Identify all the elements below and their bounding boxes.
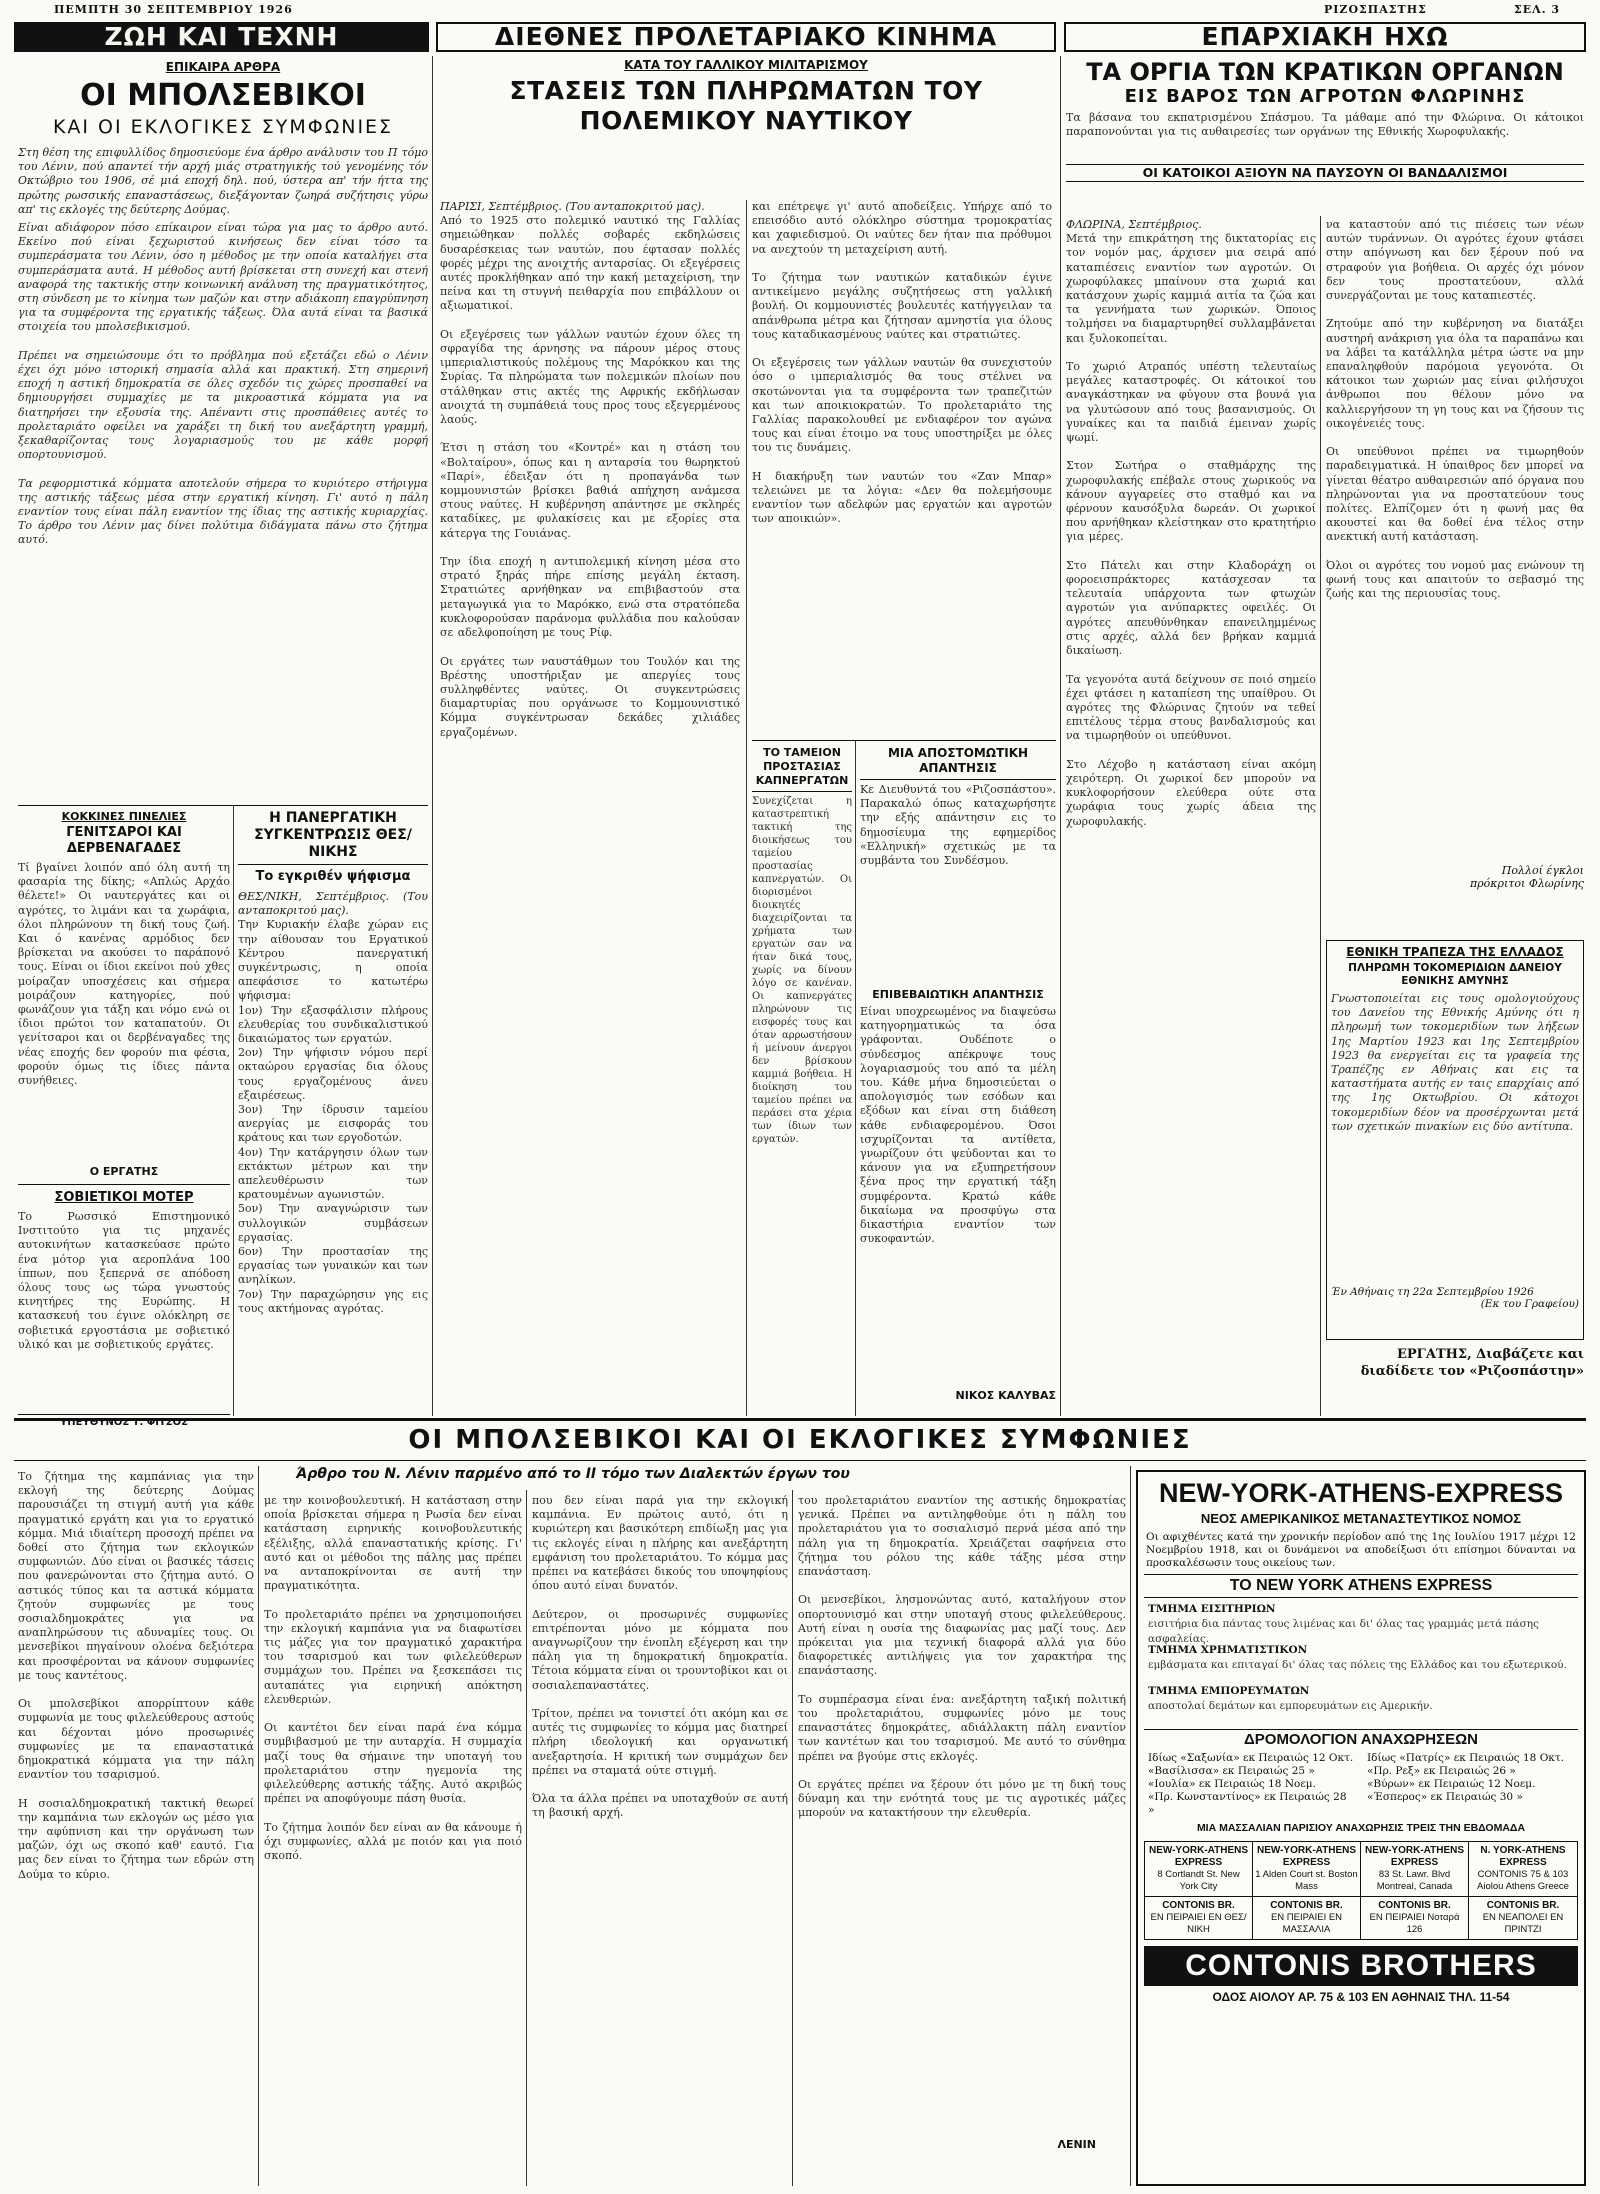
florina-subtitle: ΕΙΣ ΒΑΡΟΣ ΤΩΝ ΑΓΡΟΤΩΝ ΦΛΩΡΙΝΗΣ: [1124, 86, 1526, 107]
ad-agents: [1144, 1841, 1578, 1897]
naval-title: ΣΤΑΣΕΙΣ ΤΩΝ ΠΛΗΡΩΜΑΤΩΝ ΤΟΥ ΠΟΛΕΜΙΚΟΥ ΝΑΥΤΙΚΟΥ: [509, 76, 983, 135]
responsible-editor: ΥΠΕΥΘΥΝΟΣ Τ. ΦΙΤΣΟΣ: [18, 1414, 230, 1428]
article-naval-strikes-head: [440, 58, 1052, 198]
divider: [18, 805, 428, 806]
article-tobacco-workers-fund: [752, 746, 852, 1406]
rally-dateline: ΘΕΣ/ΝΙΚΗ, Σεπτέμβριος. (Του ανταποκριτού μας).: [238, 890, 428, 918]
article-kicker: ΕΠΙΚΑΙΡΑ ΑΡΘΡΑ: [165, 60, 281, 74]
motor-title: ΣΟΒΙΕΤΙΚΟΙ ΜΟΤΕΡ: [54, 1190, 194, 1205]
agent-name: NEW-YORK-ATHENS EXPRESS: [1364, 1845, 1465, 1868]
bank-subtitle: ΠΛΗΡΩΜΗ ΤΟΚΟΜΕΡΙΔΙΩΝ ΔΑΝΕΙΟΥ ΕΘΝΙΚΗΣ ΑΜΥΝΗΣ: [1348, 962, 1562, 987]
fund-body: Συνεχίζεται η καταστρεπτική τακτική της διοικήσεως του ταμείου προστασίας καπνεργατών. Οι διορισμένοι διοικητές διαχειρίζονται τα χρήματα των εργατών σαν να ήταν δικά τους, χωρίς να δίνουν λόγο σε κανέναν. Οι καπνεργάτες πληρώνουν τις εισφορές τους και όταν αρρωστήσουν ή μείνουν άνεργοι δεν βρίσκουν καμμιά βοήθεια. Η διοίκηση του ταμείου πρέπει να περάσει στα χέρια των ίδιων των εργατών.: [752, 796, 852, 1145]
ad-service-item: ΤΜΗΜΑ ΕΙΣΙΤΗΡΙΩΝ: [1148, 1603, 1276, 1615]
ergatis-text: ΕΡΓΑΤΗΣ, Διαβάζετε και διαδίδετε τον «Ριζοσπάστην»: [1360, 1347, 1584, 1379]
divider: [752, 740, 1056, 741]
branch-name: CONTONIS BR.: [1270, 1900, 1343, 1911]
ad-schedule: [1138, 1750, 1584, 1819]
ad-schedule-row: Ιδίως «Πατρίς» εκ Πειραιώς 18 Οκτ.: [1367, 1752, 1565, 1764]
pinelies-kicker: ΚΟΚΚΙΝΕΣ ΠΙΝΕΛΙΕΣ: [61, 810, 187, 823]
ad-schedule-row: «Έσπερος» εκ Πειραιώς 30 »: [1367, 1791, 1523, 1803]
lenin-article-col-4: [798, 1494, 1126, 2186]
ad-schedule-row: Ιδίως «Σαξωνία» εκ Πειραιώς 12 Οκτ.: [1148, 1752, 1354, 1764]
agent-name: NEW-YORK-ATHENS EXPRESS: [1256, 1845, 1357, 1868]
masthead-strip: [14, 2, 1586, 18]
ad-schedule-row: «Πρ. Κωνσταντίνος» εκ Πειραιώς 28 »: [1148, 1791, 1347, 1816]
branch-place: ΕΝ ΠΕΙΡΑΙΕΙ ΕΝ ΘΕΣ/ΝΙΚΗ: [1150, 1912, 1247, 1935]
pinelies-body: Τί βγαίνει λοιπόν από όλη αυτή τη φασαρία της δίκης; «Απλώς Αρχάο θέλετε!» Οι ναυτεργάτες και οι αγρότες, το λιμάνι και τα χωράφια, όλοι πληρώνουν τη δική τους ζωή. Και ό κανένας αρμόδιος δεν βρίσκεται να ακούσει το παράπονό τους. Είναι οι ίδιοι εκείνοι πού χθες μοίραζαν υποσχέσεις και σήμερα μοιράζουν κατηγορίες, πού φωνάζουν για τάξη και νόμο ενώ οι ίδιοι πρώτοι τον καταπατούν. Οι γενίτσαροι και οι δερβέναγαδες της νέας εποχής δεν φορούν πια φέσια, φορούν όμως τις ίδιες πάντα συνήθειες.: [18, 861, 230, 1088]
fund-title: ΤΟ ΤΑΜΕΙΟΝ ΠΡΟΣΤΑΣΙΑΣ ΚΑΠΝΕΡΓΑΤΩΝ: [752, 746, 852, 792]
column-rule: [746, 200, 747, 1416]
reply-body-1: Κε Διευθυντά του «Ριζοσπάστου». Παρακαλώ όπως καταχωρήσητε την εξής απάντησιν εις το δημοσίευμα της εφημερίδος «Ελληνική» σχετικώς με τα συμβάντα του Συνδέσμου.: [860, 783, 1056, 868]
column-rule: [792, 1490, 793, 2186]
article-red-brushstrokes: [18, 810, 230, 1428]
pinelies-title: ΓΕΝΙΤΣΑΡΟΙ ΚΑΙ ΔΕΡΒΕΝΑΓΑΔΕΣ: [66, 825, 182, 856]
florina-dateline: ΦΛΩΡΙΝΑ, Σεπτέμβριος.: [1066, 218, 1202, 231]
lenin-text-1: Το ζήτημα της καμπάνιας για την εκλογή της δεύτερης Δούμας παρουσιάζει τη στιγμή αυτή για κάθε πραγματικό εργάτη και για το εργατικό κόμμα. Μιά ιδιαίτερη προσοχή πρέπει να δοθεί στο ζήτημα των εκλογικών συμφωνιών. Δύο είναι οι βασικές τάσεις που φανερώνονται στο ζήτημα αυτό. Ο αστικός τύπος και τα αστικά κόμματα ζητούν συμφωνίες με τους σοσιαλδημοκράτες για να αναπληρώσουν τις αδυναμίες τους. Οι μενσεβίκοι πηγαίνουν ολοένα δεξιότερα και προσφέρονται να κάνουν συμφωνίες με τους καντέτους. Οι μπολσεβίκοι απορρίπτουν κάθε συμφωνία με τους φιλελεύθερους αστούς και δέχονται μόνο προσωρινές συμφωνίες με τα επαναστατικά δημοκρατικά κόμματα για την πάλη εναντίον του τσαρισμού. Η σοσιαλδημοκρατική τακτική θεωρεί την καμπάνια των εκλογών ως μέσο για την αφύπνιση και την οργάνωση των μαζών, όχι ως σκοπό καθ' εαυτό. Για μας δεν είναι το ζήτημα των εδρών στη Δούμα το κύριο.: [18, 1470, 254, 1881]
ad-schedule-row: «Βασίλισσα» εκ Πειραιώς 25 »: [1148, 1765, 1315, 1777]
column-rule: [1130, 1466, 1131, 2186]
article-naval-strikes-body-right: [752, 200, 1052, 740]
section-head-provincial: ΕΠΑΡΧΙΑΚΗ ΗΧΩ: [1064, 22, 1586, 52]
naval-kicker: ΚΑΤΑ ΤΟΥ ΓΑΛΛΙΚΟΥ ΜΙΛΙΤΑΡΙΣΜΟΥ: [624, 58, 868, 72]
ad-service-desc: αποστολαί δεμάτων και εμπορευμάτων εις Αμερικήν.: [1148, 1700, 1433, 1712]
branch-name: CONTONIS BR.: [1378, 1900, 1451, 1911]
branch-place: ΕΝ ΠΕΙΡΑΙΕΙ ΕΝ ΜΑΣΣΑΛΙΑ: [1270, 1912, 1343, 1935]
article-subtitle: ΚΑΙ ΟΙ ΕΚΛΟΓΙΚΕΣ ΣΥΜΦΩΝΙΕΣ: [52, 116, 394, 138]
ad-service-item: ΤΜΗΜΑ ΧΡΗΜΑΤΙΣΤΙΚΟΝ: [1148, 1644, 1308, 1656]
reply-title: ΜΙΑ ΑΠΟΣΤΟΜΩΤΙΚΗ ΑΠΑΝΤΗΣΙΣ: [860, 746, 1056, 780]
agent-name: NEW-YORK-ATHENS EXPRESS: [1148, 1845, 1249, 1868]
branch-name: CONTONIS BR.: [1486, 1900, 1560, 1911]
rally-subtitle: Το εγκριθέν ψήφισμα: [255, 869, 411, 884]
lenin-article-col-2: [264, 1494, 522, 2186]
divider: [14, 1460, 1586, 1461]
ad-to-line: TO NEW YORK ATHENS EXPRESS: [1144, 1574, 1578, 1598]
rally-title: Η ΠΑΝΕΡΓΑΤΙΚΗ ΣΥΓΚΕΝΤΡΩΣΙΣ ΘΕΣ/ΝΙΚΗΣ: [238, 810, 428, 865]
divider: [18, 1184, 230, 1185]
column-rule: [258, 1466, 259, 2186]
ergatis-notice: [1326, 1346, 1584, 1406]
ad-services: [1138, 1598, 1584, 1729]
ad-footer-address: ΟΔΟΣ ΑΙΟΛΟΥ ΑΡ. 75 & 103 ΕΝ ΑΘΗΝΑΙΣ ΤΗΛ. 11-54: [1212, 1990, 1510, 2004]
naval-body-left: Από το 1925 στο πολεμικό ναυτικό της Γαλλίας σημειώθηκαν πολλές σοβαρές εκδηλώσεις δυσαρέσκειας των ναυτών, που έφτασαν πολλές φορές μέχρι της ανοιχτής ανταρσίας. Οι εξεγέρσεις αυτές προκλήθηκαν από την κακή μεταχείριση, την πείνα και τη στυγνή πειθαρχία που επιβάλλουν οι αξιωματικοί. Οι εξεγέρσεις των γάλλων ναυτών έχουν όλες τη σφραγίδα της άρνησης να πάρουν μέρος στους ιμπεριαλιστικούς πολέμους της Μαρόκκου και της Συρίας. Τα πληρώματα των πολεμικών πλοίων που στάλθηκαν στις ακτές της Αφρικής εκδήλωσαν ανοιχτά τη συμπάθειά τους προς τους εξεγερμένους λαούς. Έτσι η στάση του «Κοντρέ» και η στάση του «Βολταίρου», όπως και η ανταρσία του θωρηκτού «Παρί», έδειξαν ότι η προπαγάνδα των κομμουνιστών βρίσκει βαθιά απήχηση ανάμεσα στους ναύτες. Η κυβέρνηση απάντησε με σκληρές καταδίκες, με φυλακίσεις και με εξορίες στα κάτεργα της Γουιάνας. Την ίδια εποχή η αντιπολεμική κίνηση μέσα στο στρατό ξηράς πήρε επίσης μεγάλη έκταση. Στρατιώτες αρνήθηκαν να επιβιβαστούν στα μεταγωγικά για το Μαρόκκο, ενώ στα στρατόπεδα κυκλοφορούσαν παράνομα φυλλάδια που καλούσαν σε αδελφοποίηση με τους Ρίφ. Οι εργάτες των ναυστάθμων του Τουλόν και της Βρέστης υποστήριξαν με απεργίες τους συλληφθέντες ναύτες. Οι συγκεντρώσεις διαμαρτυρίας που οργάνωσε το Κομμουνιστικό Κόμμα συγκέντρωσαν δεκάδες χιλιάδες εργαζομένων.: [440, 214, 740, 739]
bank-body: Γνωστοποιείται εις τους ομολογιούχους του Δανείου της Εθνικής Αμύνης ότι η πληρωμή των τοκομεριδίων των λήξεων 1ης Μαρτίου 1923 και 1ης Σεπτεμβρίου 1923 θα ενεργείται εις τα γραφεία της Τραπέζης εν Αθήναις και εις τα καταστήματα αυτής εν ταις επαρχίαις από της 1ης Οκτωβρίου. Οι κάτοχοι τοκομεριδίων δέον να προσέρχωνται μετά των σχετικών πινακίων εις δύο αντίτυπα.: [1331, 992, 1579, 1133]
ad-schedule-note: ΜΙΑ ΜΑΣΣΑΛΙΑΝ ΠΑΡΙΣΙΟΥ ΑΝΑΧΩΡΗΣΙΣ ΤΡΕΙΣ ΤΗΝ ΕΒΔΟΜΑΔΑ: [1196, 1822, 1526, 1834]
lenin-text-3: που δεν είναι παρά για την εκλογική καμπάνια. Εν πρώτοις αυτό, ότι η κυριώτερη και βασικότερη επιδίωξη μας για τις εκλογές είναι η πλήρης και ανεξάρτητη εμφάνιση του προλεταριάτου. Το κόμμα μας πρέπει να κατεβάσει δικούς του υποψηφίους όπου αυτό είναι δυνατόν. Δεύτερον, οι προσωρινές συμφωνίες επιτρέπονται μόνο με κόμματα που αναγνωρίζουν την ένοπλη εξέγερση και την πάλη για τη δημοκρατική δημοκρατία. Τέτοια κόμματα είναι οι τρουντοβίκοι και οι σοσιαλεπαναστάτες. Τρίτον, πρέπει να τονιστεί ότι ακόμη και σε αυτές τις συμφωνίες το κόμμα μας διατηρεί πλήρη ιδεολογική και οργανωτική ανεξαρτησία. Η κριτική των συμμάχων δεν πρέπει να σταματά ούτε στιγμή. Όλα τα άλλα πρέπει να υποταχθούν σε αυτή τη βασική αρχή.: [532, 1494, 788, 1820]
ad-service-desc: εμβάσματα και επιταγαί δι' όλας τας πόλεις της Ελλάδος και του εξωτερικού.: [1148, 1659, 1567, 1671]
lenin-signature: ΛΕΝΙΝ: [1057, 2138, 1096, 2151]
branch-place: ΕΝ ΠΕΙΡΑΙΕΙ Νοταρά 126: [1369, 1912, 1460, 1935]
column-rule: [855, 740, 856, 1416]
bottom-banner-title: ΟΙ ΜΠΟΛΣΕΒΙΚΟΙ ΚΑΙ ΟΙ ΕΚΛΟΓΙΚΕΣ ΣΥΜΦΩΝΙΕΣ: [408, 1425, 1192, 1455]
article-body: Είναι αδιάφορον πόσο επίκαιρον είναι τώρα για μας το άρθρο αυτό. Εκείνο πού είναι ξεχωριστού κινήσεως δεν είναι τόσο τα συμπεράσματα του Λένιν, όσο η μέθοδος με την οποία καταλήγει στα συμπεράσματα αυτά. Η μέθοδος αυτή βρίσκεται στη συνεχή και στενή αναφορά της τακτικής στην κοινωνική ανάλυση της πραγματικότητος, στη σύνδεση με το κίνημα των μαζών και στην αδιάκοπη επαγρύπνηση για τα συμφέροντα της εργατικής τάξεως. Όλα αυτά είναι τα βασικά στοιχεία του μπολσεβικισμού. Πρέπει να σημειώσουμε ότι το πρόβλημα πού εξετάζει εδώ ο Λένιν έχει όχι μόνο ιστορική σημασία αλλά και πρακτική. Στη σημερινή εποχή η αστική δημοκρατία σε όλες σχεδόν τις χώρες προσπαθεί να δημιουργήσει συμμαχίες με τα μικροαστικά κόμματα για να διατηρήσει την εξουσία της. Απέναντι στις προσπάθειες αυτές το προλεταριάτο οφείλει να χαράξει τη δική του ανεξάρτητη γραμμή, ξεκαθαρίζοντας τους λογαριασμούς του με κάθε μορφή οπορτουνισμού. Τα ρεφορμιστικά κόμματα αποτελούν σήμερα το κυριότερο στήριγμα της αστικής τάξεως μέσα στην εργατική κίνηση. Γι' αυτό η πάλη εναντίον τους είναι πάλη εναντίον της ίδιας της αστικής κυριαρχίας. Το άρθρο του Λένιν μας δίνει πολύτιμα διδάγματα πάνω στο ζήτημα αυτό.: [18, 221, 428, 547]
florina-lead: Τα βάσανα του εκπατρισμένου Σπάσμου. Τα μάθαμε από την Φλώρινα. Οι κάτοικοι παραπονούνται για τις αυθαιρεσίες των οργάνων της Εθνικής Χωροφυλακής.: [1066, 111, 1584, 139]
article-naval-strikes-body-left: [440, 200, 740, 1410]
lenin-article-col-1: [18, 1470, 254, 2186]
column-rule: [1060, 56, 1061, 1416]
section-head-international: ΔΙΕΘΝΕΣ ΠΡΟΛΕΤΑΡΙΑΚΟ ΚΙΝΗΜΑ: [436, 22, 1056, 52]
article-intro: Στη θέση της επιφυλλίδος δημοσιεύομε ένα άρθρο ανάλυσιν του Π τόμο του Λένιν, πού απαντεί τήν αρχή μιάς στρατηγικής τού γενομένης τόν Οκτώβριο του 1906, σέ μιά εποχή δηλ. πού, ύστερα απ' τήν ήττα της πρώτης ρωσσικής επαναστάσεως, διεξάγονταν ζωηρά συζήτησις γύρω απ' τις εκλογές της δεύτερης Δούμας.: [18, 146, 428, 216]
florina-body-left: Μετά την επικράτηση της δικτατορίας εις τον νομόν μας, άρχισεν μια σειρά από καταπιέσεις εναντίον των αγροτών. Οι χωροφύλακες μπαίνουν στα χωριά και κατάσχουν χωρίς καμμιά αιτία τα ζώα και τα γεννήματα των χωρικών. Όποιος τολμήσει να διαμαρτυρηθεί συλλαμβάνεται και ξυλοκοπείται. Το χωριό Ατραπός υπέστη τελευταίως μεγάλες καταστροφές. Οι κάτοικοί του αναγκάστηκαν να φύγουν στα βουνά για να γλυτώσουν από τους βασανισμούς. Οι γυναίκες και τα παιδιά έμειναν χωρίς ψωμί. Στον Σωτήρα ο σταθμάρχης της χωροφυλακής επέβαλε στους χωρικούς να κάνουν αγγαρείες στο σταθμό και να φέρνουν καυσόξυλα δωρεάν. Οι χωρικοί που αρνήθηκαν κλείστηκαν στο κρατητήριο για μέρες. Στο Πάτελι και στην Κλαδοράχη οι φοροεισπράκτορες κατάσχεσαν τα τελευταία υπάρχοντα των φτωχών αγροτών για ανύπαρκτες οφειλές. Οι αγρότες απευθύνθηκαν επανειλημμένως στις αρχές, αλλά δεν βρήκαν καμμιά δικαίωση. Τα γεγονότα αυτά δείχνουν σε ποιό σημείο έχει φτάσει η καταπίεση της υπαίθρου. Οι αγρότες της Φλώρινας ζητούν να τεθεί επιτέλους τέρμα στους βανδαλισμούς και να τιμωρηθούν οι υπεύθυνοι. Στο Λέχοβο η κατάσταση είναι ακόμη χειρότερη. Οι χωρικοί δεν μπορούν να κυκλοφορήσουν ελεύθερα ούτε στα χωράφια τους χωρίς άδεια της χωροφυλακής.: [1066, 232, 1316, 828]
article-bolsheviks-intro: [18, 60, 428, 805]
naval-body-right: και επέτρεψε γι' αυτό αποδείξεις. Υπήρχε από το επεισόδιο αυτό ολόκληρο σύστημα τρομοκρατίας και χαφιεδισμού. Οι ναύτες δεν ήταν πια πρόθυμοι να ανεχτούν τη μεταχείριση αυτή. Το ζήτημα των ναυτικών καταδικών έγινε αντικείμενο μεγάλης συζητήσεως στη γαλλική βουλή. Οι κομμουνιστές βουλευτές κατήγγειλαν τα απάνθρωπα μέτρα και ζήτησαν αμνηστία για όλους τους καταδικασμένους ναύτες και στρατιώτες. Οι εξεγέρσεις των γάλλων ναυτών θα συνεχιστούν όσο ο ιμπεριαλισμός θα τους στέλνει να σκοτώνονται για τα συμφέροντα των τραπεζιτών και των αποικιοκρατών. Το προλεταριάτο της Γαλλίας παρακολουθεί με ενδιαφέρον τον αγώνα τους και είναι έτοιμο να τους υποστηρίξει με όλες του τις δυνάμεις. Η διακήρυξη των ναυτών του «Ζαν Μπαρ» τελειώνει με τα λόγια: «Δεν θα πολεμήσουμε εναντίον των αδελφών μας εργατών και αγροτών των αποικιών».: [752, 200, 1052, 526]
ad-new-york-athens-express: [1136, 1470, 1586, 2186]
ad-law: ΝΕΟΣ ΑΜΕΡΙΚΑΝΙΚΟΣ ΜΕΤΑΝΑΣΤΕΥΤΙΚΟΣ ΝΟΜΟΣ: [1200, 1511, 1522, 1526]
column-rule: [432, 56, 433, 1416]
ad-schedule-row: «Πρ. Ρεξ» εκ Πειραιώς 26 »: [1367, 1765, 1516, 1777]
article-thessaloniki-rally: [238, 810, 428, 1410]
ad-schedule-row: «Ιουλία» εκ Πειραιώς 18 Νοεμ.: [1148, 1778, 1316, 1790]
florina-body-right: να καταστούν από τις πιέσεις των νέων αυτών τυράννων. Οι αγρότες έχουν φτάσει στην απόγνωση και δεν ξέρουν πού να στραφούν για βοήθεια. Οι αρχές όχι μόνον δεν τους προστατεύουν, αλλά συνεργάζονται με τους καταπιεστές. Ζητούμε από την κυβέρνηση να διατάξει αυστηρή ανάκριση για όλα τα παραπάνω και να λάβει τα κατάλληλα μέτρα ώστε να μην επαναληφθούν παρόμοια γεγονότα. Οι κάτοικοι των χωριών μας είναι φιλήσυχοι άνθρωποι που θέλουν μόνο να καλλιεργήσουν τη γη τους και να ζήσουν τις οικογένειές τους. Οι υπεύθυνοι πρέπει να τιμωρηθούν παραδειγματικά. Η ύπαιθρος δεν μπορεί να γίνεται θέατρο αυθαιρεσιών από όργανα που πληρώνονται για να προστατεύουν τους πολίτες. Ελπίζομεν ότι η φωνή μας θα ακουστεί και θα δοθεί ένα τέλος στην ανεκτική αυτή κατάσταση. Όλοι οι αγρότες του νομού μας ενώνουν τη φωνή τους και απαιτούν το σεβασμό της ζωής και της περιουσίας τους.: [1326, 218, 1584, 601]
ad-footer-brand: CONTONIS BROTHERS: [1144, 1946, 1578, 1986]
agent-address: CONTONIS 75 & 103 Aiolou Athens Greece: [1477, 1869, 1569, 1892]
ad-branches: [1144, 1897, 1578, 1940]
section-head-life-art: ΖΩΗ ΚΑΙ ΤΕΧΝΗ: [14, 22, 429, 52]
divider: [14, 1418, 1586, 1421]
ad-service-item: ΤΜΗΜΑ ΕΜΠΟΡΕΥΜΑΤΩΝ: [1148, 1685, 1310, 1697]
lenin-text-4: του προλεταριάτου εναντίον της αστικής δημοκρατίας γενικά. Πρέπει να αντιληφθούμε ότι η πάλη του προλεταριάτου για το σοσιαλισμό περνά μέσα από την πάλη για τη δημοκρατία. Χρειάζεται σαφήνεια στο ζήτημα του ρόλου της κάθε τάξης μέσα στην επανάσταση. Οι μενσεβίκοι, λησμονώντας αυτό, καταλήγουν στον οπορτουνισμό και στην υποταγή στους φιλελεύθερους. Αυτή είναι η ουσία της διαφωνίας μας μαζί τους. Δεν πρόκειται για μια τεχνική διαφορά αλλά για δύο διαφορετικές αντιλήψεις για τον χαρακτήρα της επανάστασης. Το συμπέρασμα είναι ένα: ανεξάρτητη ταξική πολιτική του προλεταριάτου, συμφωνίες μόνο με τους επαναστάτες δημοκράτες, αδιάλλακτη πάλη εναντίον των καντέτων και του τσαρισμού. Με αυτό το σύνθημα πρέπει να βγούμε στις εκλογές. Οι εργάτες πρέπει να ξέρουν ότι μόνο με τη δική τους δύναμη και την ενότητά τους με τις αγροτικές μάζες μπορούν να κατακτήσουν την ελευθερία.: [798, 1494, 1126, 1820]
rally-body: Την Κυριακήν έλαβε χώραν εις την αίθουσαν του Εργατικού Κέντρου πανεργατική συγκέντρωσις, η οποία απεφάσισε το κατωτέρω ψήφισμα: 1ον) Την εξασφάλισιν πλήρους ελευθερίας του συνδικαλιστικού δικαιώματος των εργατών. 2ον) Την ψήφισιν νόμου περί οκταώρου εργασίας δια όλους τους εργαζομένους άνευ εξαιρέσεως. 3ον) Την ίδρυσιν ταμείου ανεργίας με εισφοράς του κράτους και των εργοδοτών. 4ον) Την κατάργησιν όλων των εκτάκτων μέτρων και την απελευθέρωσιν των κρατουμένων αγωνιστών. 5ον) Την αναγνώρισιν των συλλογικών συμβάσεων εργασίας. 6ον) Την προστασίαν της εργασίας των γυναικών και των ανηλίκων. 7ον) Την παραχώρησιν γης εις τους ακτήμονας αγρότας.: [238, 918, 428, 1315]
agent-name: N. YORK-ATHENS EXPRESS: [1480, 1845, 1566, 1868]
agent-address: 83 St. Lawr. Blvd Montreal, Canada: [1376, 1869, 1453, 1892]
masthead-date: ΠΕΜΠΤΗ 30 ΣΕΠΤΕΜΒΡΙΟΥ 1926: [54, 3, 293, 16]
florina-subhead: ΟΙ ΚΑΤΟΙΚΟΙ ΑΞΙΟΥΝ ΝΑ ΠΑΥΣΟΥΝ ΟΙ ΒΑΝΔΑΛΙΣΜΟΙ: [1066, 164, 1584, 182]
bank-signature: (Εκ του Γραφείου): [1480, 1298, 1579, 1310]
masthead-page: ΣΕΛ. 3: [1514, 3, 1561, 16]
article-florina-head: [1066, 58, 1584, 214]
florina-title: ΤΑ ΟΡΓΙΑ ΤΩΝ ΚΡΑΤΙΚΩΝ ΟΡΓΑΝΩΝ: [1086, 58, 1564, 86]
agent-address: 1 Alden Court st. Boston Mass: [1255, 1869, 1358, 1892]
article-florina-body-left: [1066, 218, 1316, 1408]
lenin-text-2: με την κοινοβουλευτική. Η κατάσταση στην οποία βρίσκεται σήμερα η Ρωσία δεν είναι κατάσταση ειρηνικής κοινοβουλευτικής εξέλιξης, αλλά επαναστατικής κρίσης. Γι' αυτό και οι μέθοδοι της πάλης μας πρέπει να ανταποκρίνονται σε αυτή την πραγματικότητα. Το προλεταριάτο πρέπει να χρησιμοποιήσει την εκλογική καμπάνια για να διαφωτίσει τις μάζες για τον πραγματικό χαρακτήρα του τσαρισμού και των φιλελεύθερων συμμάχων του. Πρέπει να ξεσκεπάσει τις αυταπάτες για ειρηνική απόκτηση ελευθεριών. Οι καντέτοι δεν είναι παρά ένα κόμμα συμβιβασμού με την αυταρχία. Η συμμαχία μαζί τους θα σήμαινε την υποταγή του προλεταριάτου στην ηγεμονία της φιλελεύθερης αστικής τάξης. Αυτό ακριβώς πρέπει να αποφύγουμε πάση θυσία. Το ζήτημα λοιπόν δεν είναι αν θα κάνουμε ή όχι συμφωνίες, αλλά με ποιόν και για ποιό σκοπό.: [264, 1494, 522, 1863]
masthead-paper: ΡΙΖΟΣΠΑΣΤΗΣ: [1324, 3, 1427, 16]
column-rule: [526, 1490, 527, 2186]
national-bank-notice: [1326, 940, 1584, 1340]
lenin-byline-text: Άρθρο του Ν. Λένιν παρμένο από το ΙΙ τόμο των Διαλεκτών έργων του: [296, 1466, 850, 1482]
ad-service-desc: εισιτήρια δια πάντας τους λιμένας και δι' όλας τας γραμμάς μετά πάσης ασφαλείας.: [1148, 1618, 1539, 1645]
ad-intro: Οι αφιχθέντες κατά την χρονικήν περίοδον από της 1ης Ιουλίου 1917 μέχρι 12 Νοεμβρίου 1918, και οι δυνάμενοι να αποδείξωσι ότι επίσημοι δύνανται να προσκαλέσωσιν τους οικείους των.: [1146, 1531, 1576, 1569]
reply-signature: ΝΙΚΟΣ ΚΑΛΥΒΑΣ: [955, 1389, 1056, 1402]
column-rule: [1320, 216, 1321, 1416]
column-rule: [233, 806, 234, 1416]
bank-date: Έν Αθήναις τη 22α Σεπτεμβρίου 1926: [1331, 1286, 1534, 1298]
article-florina-body-right: [1326, 218, 1584, 938]
bank-title: ΕΘΝΙΚΗ ΤΡΑΠΕΖΑ ΤΗΣ ΕΛΛΑΔΟΣ: [1346, 945, 1564, 959]
florina-sign-2: πρόκριτοι Φλωρίνης: [1469, 877, 1584, 890]
florina-sign-1: Πολλοί έγκλοι: [1501, 864, 1584, 877]
ad-brand: NEW-YORK-ATHENS-EXPRESS: [1159, 1478, 1563, 1508]
ad-schedule-row: «Βύρων» εκ Πειραιώς 12 Νοεμ.: [1367, 1778, 1536, 1790]
agent-address: 8 Cortlandt St. New York City: [1157, 1869, 1240, 1892]
branch-place: ΕΝ ΝΕΑΠΟΛΕΙ ΕΝ ΠΡΙΝΤΖΙ: [1482, 1912, 1564, 1935]
pinelies-signature: Ο ΕΡΓΑΤΗΣ: [89, 1165, 159, 1178]
article-refuting-reply: [860, 746, 1056, 1406]
naval-dateline: ΠΑΡΙΣΙ, Σεπτέμβριος. (Του ανταποκριτού μας).: [440, 200, 705, 213]
article-title: ΟΙ ΜΠΟΛΣΕΒΙΚΟΙ: [80, 78, 366, 113]
lenin-article-col-3: [532, 1494, 788, 2186]
ad-schedule-title: ΔΡΟΜΟΛΟΓΙΟΝ ΑΝΑΧΩΡΗΣΕΩΝ: [1144, 1729, 1578, 1750]
motor-body: Το Ρωσσικό Επιστημονικό Ινστιτούτο για τις μηχανές αυτοκινήτων κατασκεύασε πρώτο ένα μότορ για αεροπλάνα 100 ίππων, που ξεπερνά σε απόδοση όλους τους ως τώρα γνωστούς κινητήρες της Ευρώπης. Η κατασκευή του έγινε ολόκληρη σε σοβιετικά εργοστάσια με σοβιετικό υλικό και με σοβιετικούς εργάτες.: [18, 1210, 230, 1351]
reply-body-2: Είναι υποχρεωμένος να διαψεύσω κατηγορηματικώς τα όσα γράφονται. Ουδέποτε ο σύνδεσμος απέκρυψε τους λογαριασμούς του από τα μέλη του. Κάθε μήνα δημοσιεύεται ο απολογισμός των εσόδων και εξόδων και είναι στη διάθεση κάθε ενδιαφερομένου. Όσοι ισχυρίζονται τα αντίθετα, γνωρίζουν ότι ψεύδονται και το κάνουν για να εξυπηρετήσουν ξένα προς την εργατική τάξη συμφέροντα. Κρατώ κάθε δικαίωμα να προσφύγω στα δικαστήρια εναντίον των συκοφαντών.: [860, 1005, 1056, 1246]
reply-subtitle: ΕΠΙΒΕΒΑΙΩΤΙΚΗ ΑΠΑΝΤΗΣΙΣ: [872, 988, 1044, 1001]
branch-name: CONTONIS BR.: [1162, 1900, 1235, 1911]
